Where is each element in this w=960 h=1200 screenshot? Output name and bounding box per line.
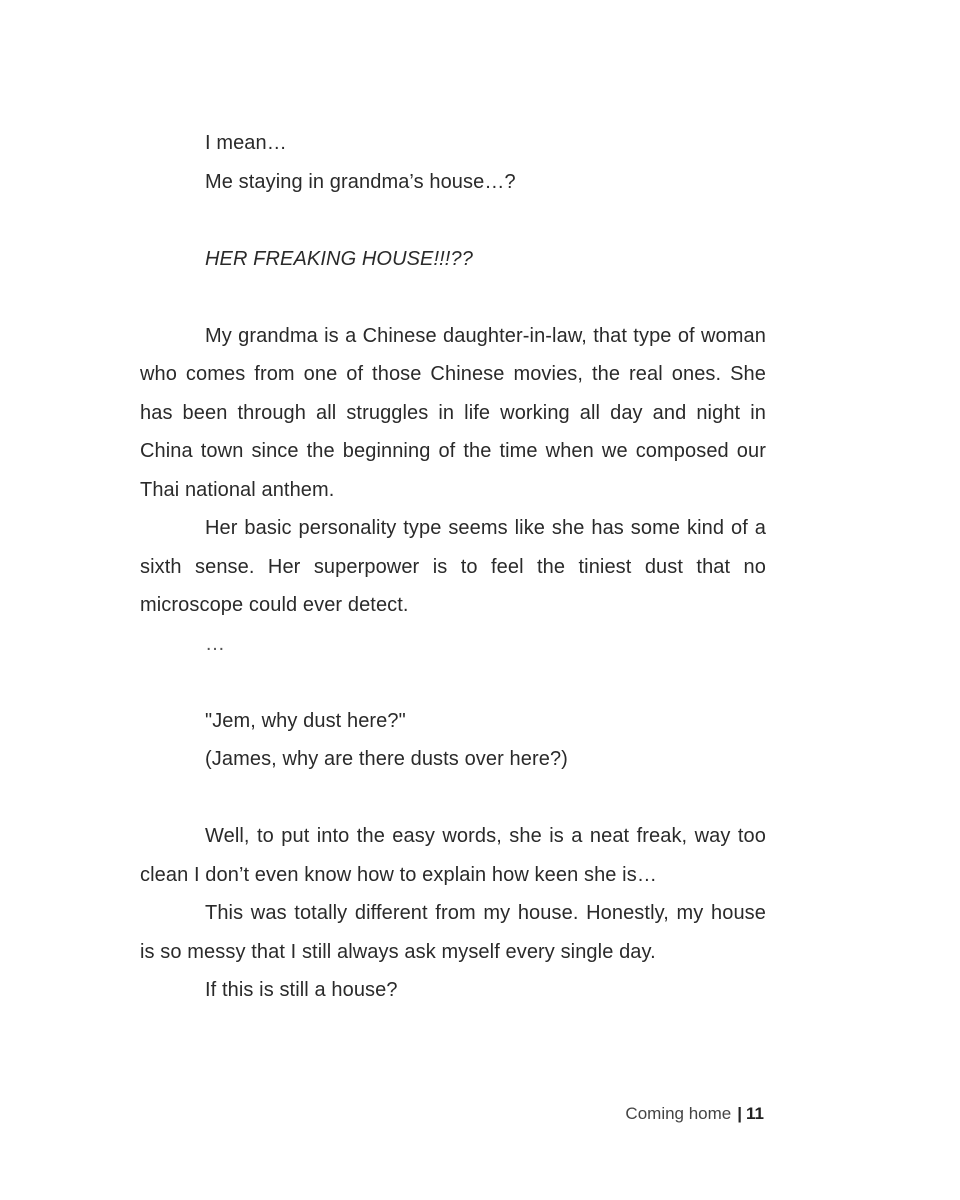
footer-separator: |: [737, 1104, 743, 1123]
text-line: Me staying in grandma’s house…?: [205, 170, 516, 193]
dialogue-line: "Jem, why dust here?": [205, 709, 406, 732]
ellipsis-line: …: [205, 632, 228, 655]
page-number: 11: [746, 1104, 764, 1123]
page-footer: [625, 1104, 764, 1124]
chapter-title: Coming home: [625, 1104, 732, 1123]
paragraph: Her basic personality type seems like she has some kind of a sixth sense. Her superpower is to feel the tiniest dust that no microscope could ever detect.: [140, 517, 766, 616]
emphasis-line: HER FREAKING HOUSE!!!??: [205, 247, 473, 270]
blank-line: [140, 278, 766, 317]
page-body: [140, 124, 766, 1010]
paragraph: Well, to put into the easy words, she is a neat freak, way too clean I don’t even know how to explain how keen she is…: [140, 825, 766, 886]
text-line: I mean…: [205, 132, 287, 154]
blank-line: [140, 201, 766, 240]
text-line: If this is still a house?: [205, 979, 398, 1001]
translation-line: (James, why are there dusts over here?): [205, 748, 568, 770]
paragraph: My grandma is a Chinese daughter-in-law, that type of woman who comes from one of those Chinese movies, the real ones. She has been through all struggles in life working all day and night in China town since the beginning of the time when we composed our Thai national anthem.: [140, 324, 766, 501]
blank-line: [140, 663, 766, 702]
blank-line: [140, 779, 766, 818]
paragraph: This was totally different from my house. Honestly, my house is so messy that I still always ask myself every single day.: [140, 902, 766, 963]
